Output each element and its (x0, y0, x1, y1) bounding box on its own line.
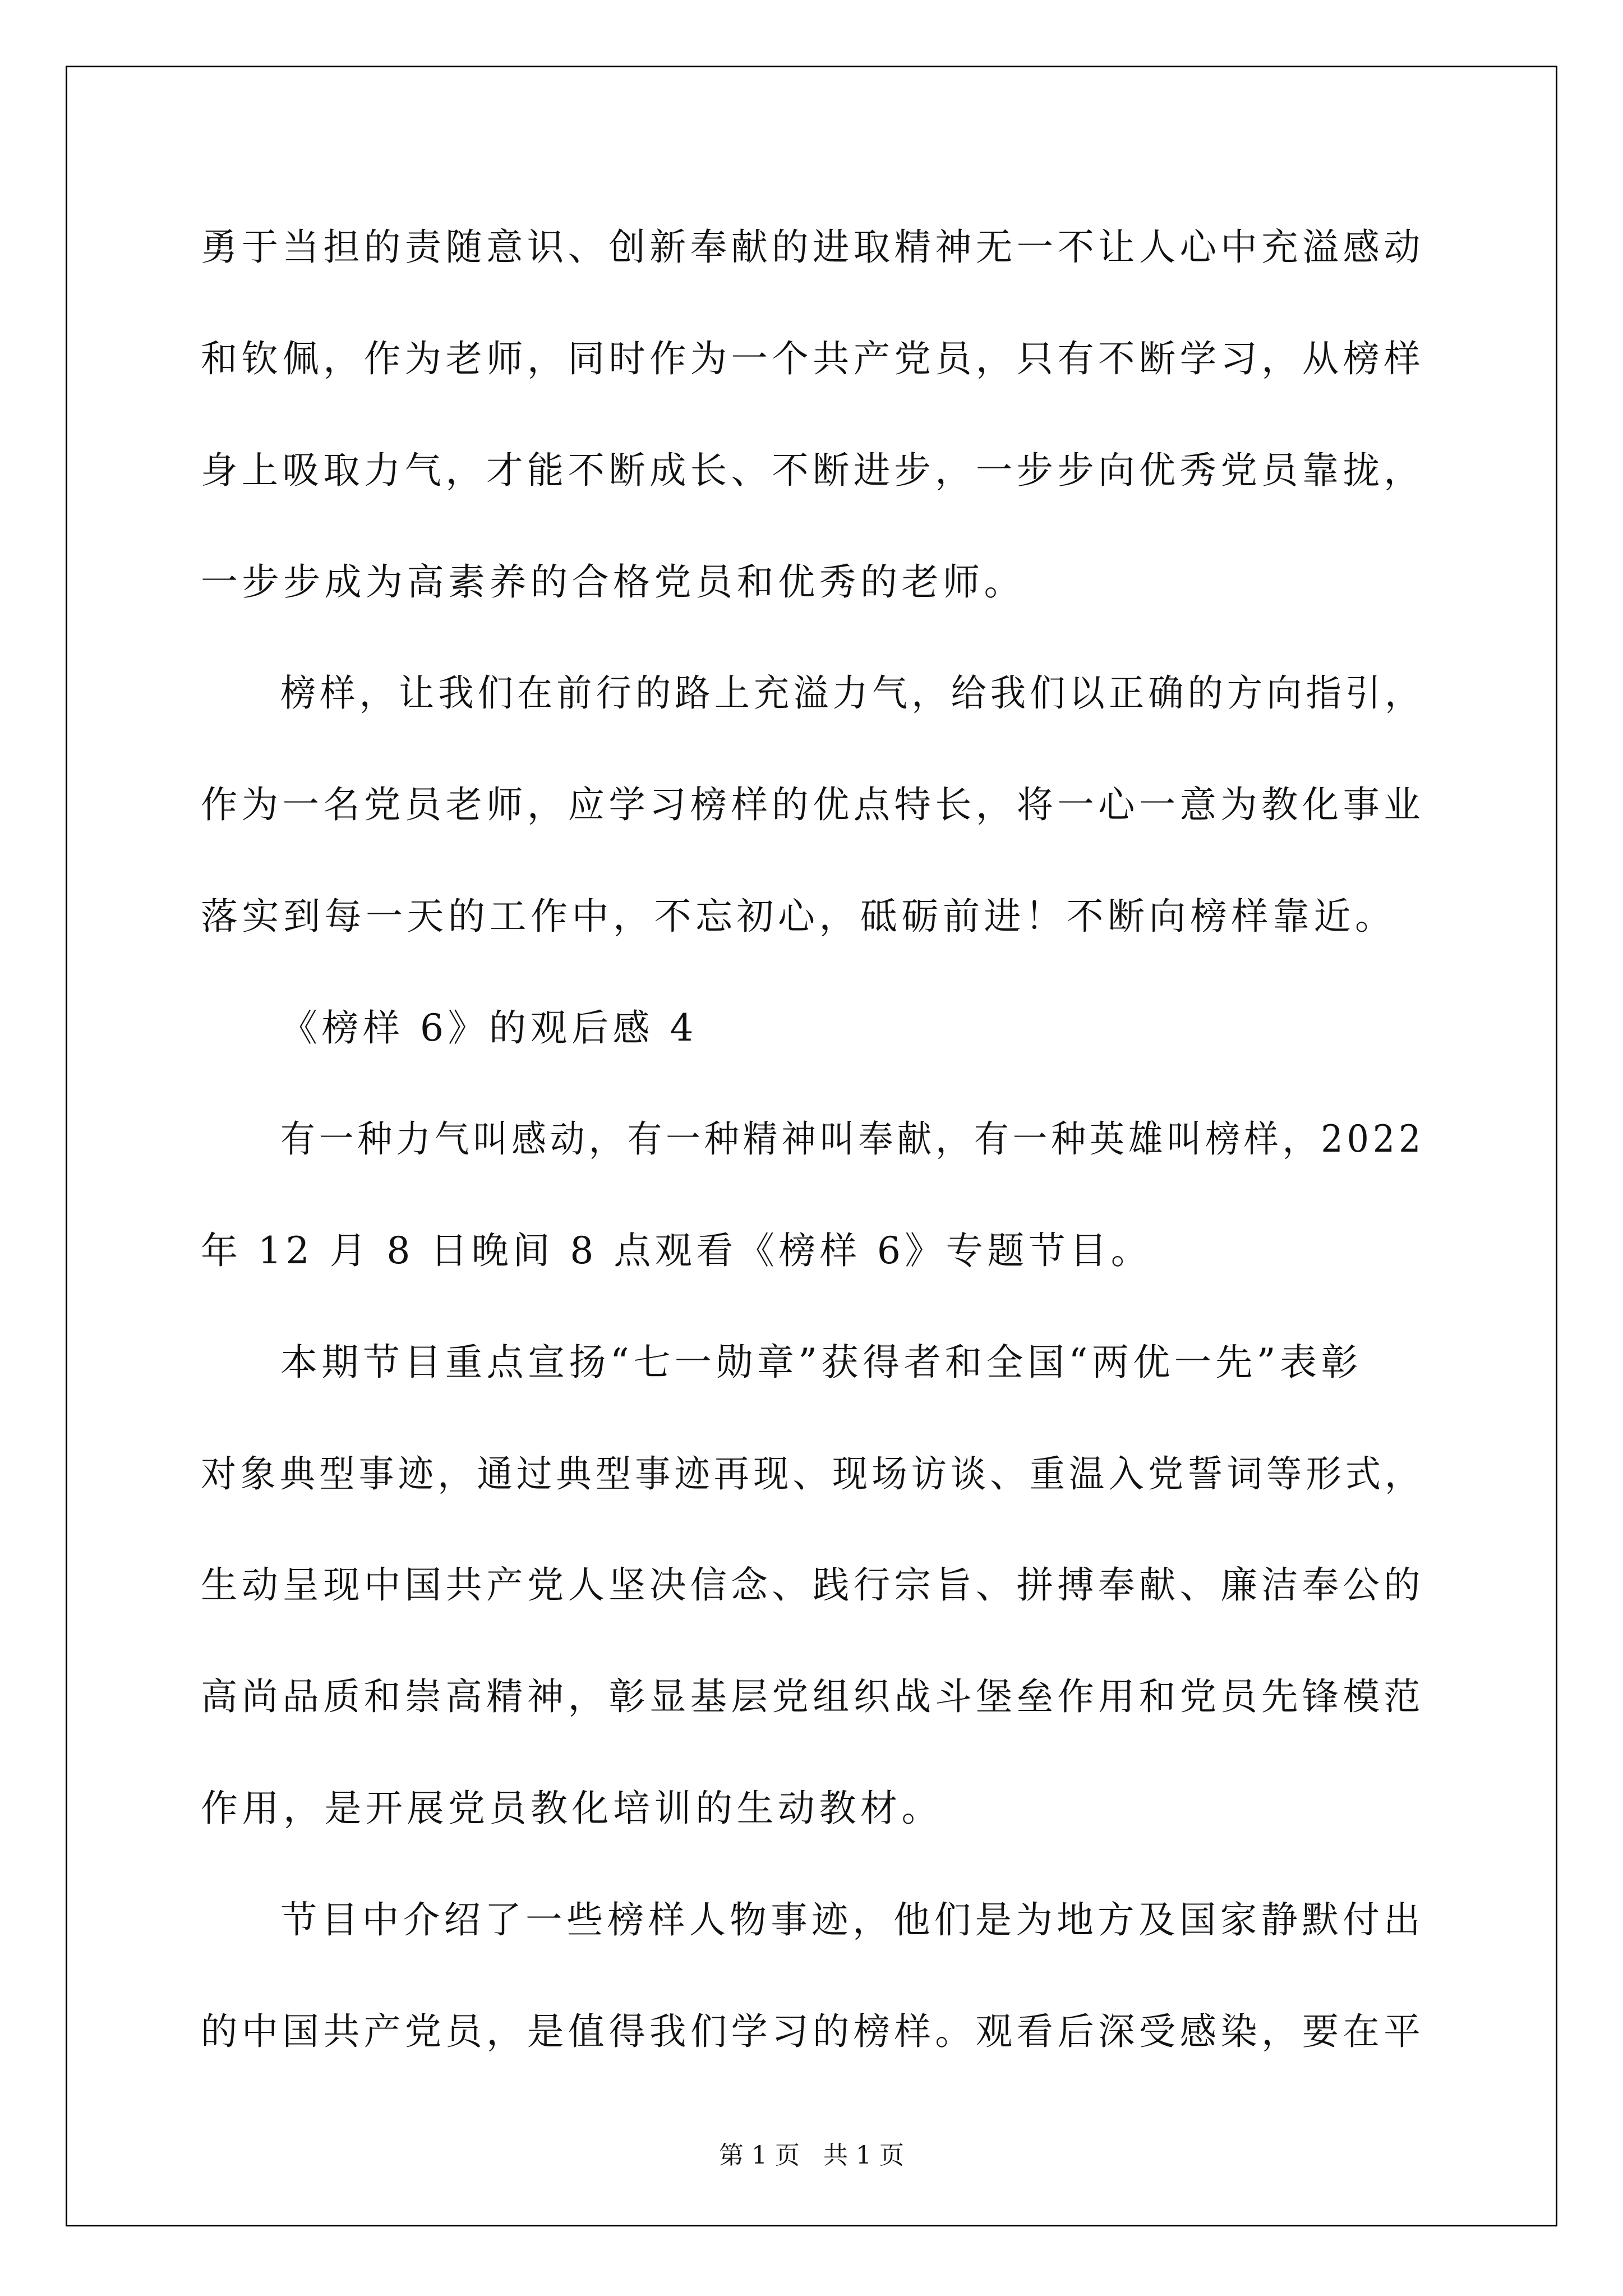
text-line: 对象典型事迹，通过典型事迹再现、现场访谈、重温入党誓词等形式， (201, 1452, 1424, 1496)
text-line: 的中国共产党员，是值得我们学习的榜样。观看后深受感染，要在平 (201, 2010, 1424, 2053)
paragraph-start-line: 本期节目重点宣扬“七一勋章”获得者和全国“两优一先”表彰 (280, 1341, 1362, 1384)
text-line: 生动呈现中国共产党人坚决信念、践行宗旨、拼搏奉献、廉洁奉公的 (201, 1563, 1424, 1607)
paragraph-start-line: 节目中介绍了一些榜样人物事迹，他们是为地方及国家静默付出 (280, 1898, 1424, 1941)
text-line: 落实到每一天的工作中，不忘初心，砥砺前进！不断向榜样靠近。 (201, 895, 1396, 938)
section-heading: 《榜样 6》的观后感 4 (280, 1006, 698, 1050)
paragraph-start-line: 有一种力气叫感动，有一种精神叫奉献，有一种英雄叫榜样，2022 (280, 1117, 1425, 1161)
text-line: 勇于当担的责随意识、创新奉献的进取精神无一不让人心中充溢感动 (201, 226, 1424, 269)
text-line: 一步步成为高素养的合格党员和优秀的老师。 (201, 560, 1025, 604)
text-line: 作为一名党员老师，应学习榜样的优点特长，将一心一意为教化事业 (201, 783, 1424, 826)
text-line: 和钦佩，作为老师，同时作为一个共产党员，只有不断学习，从榜样 (201, 337, 1424, 380)
text-line: 高尚品质和崇高精神，彰显基层党组织战斗堡垒作用和党员先锋模范 (201, 1675, 1424, 1718)
page-footer: 第 1 页 共 1 页 (719, 2141, 904, 2170)
text-line: 作用，是开展党员教化培训的生动教材。 (201, 1787, 943, 1830)
text-line: 年 12 月 8 日晚间 8 点观看《榜样 6》专题节目。 (201, 1229, 1152, 1272)
paragraph-start-line: 榜样，让我们在前行的路上充溢力气，给我们以正确的方向指引， (280, 671, 1424, 715)
text-line: 身上吸取力气，才能不断成长、不断进步，一步步向优秀党员靠拢， (201, 449, 1424, 492)
